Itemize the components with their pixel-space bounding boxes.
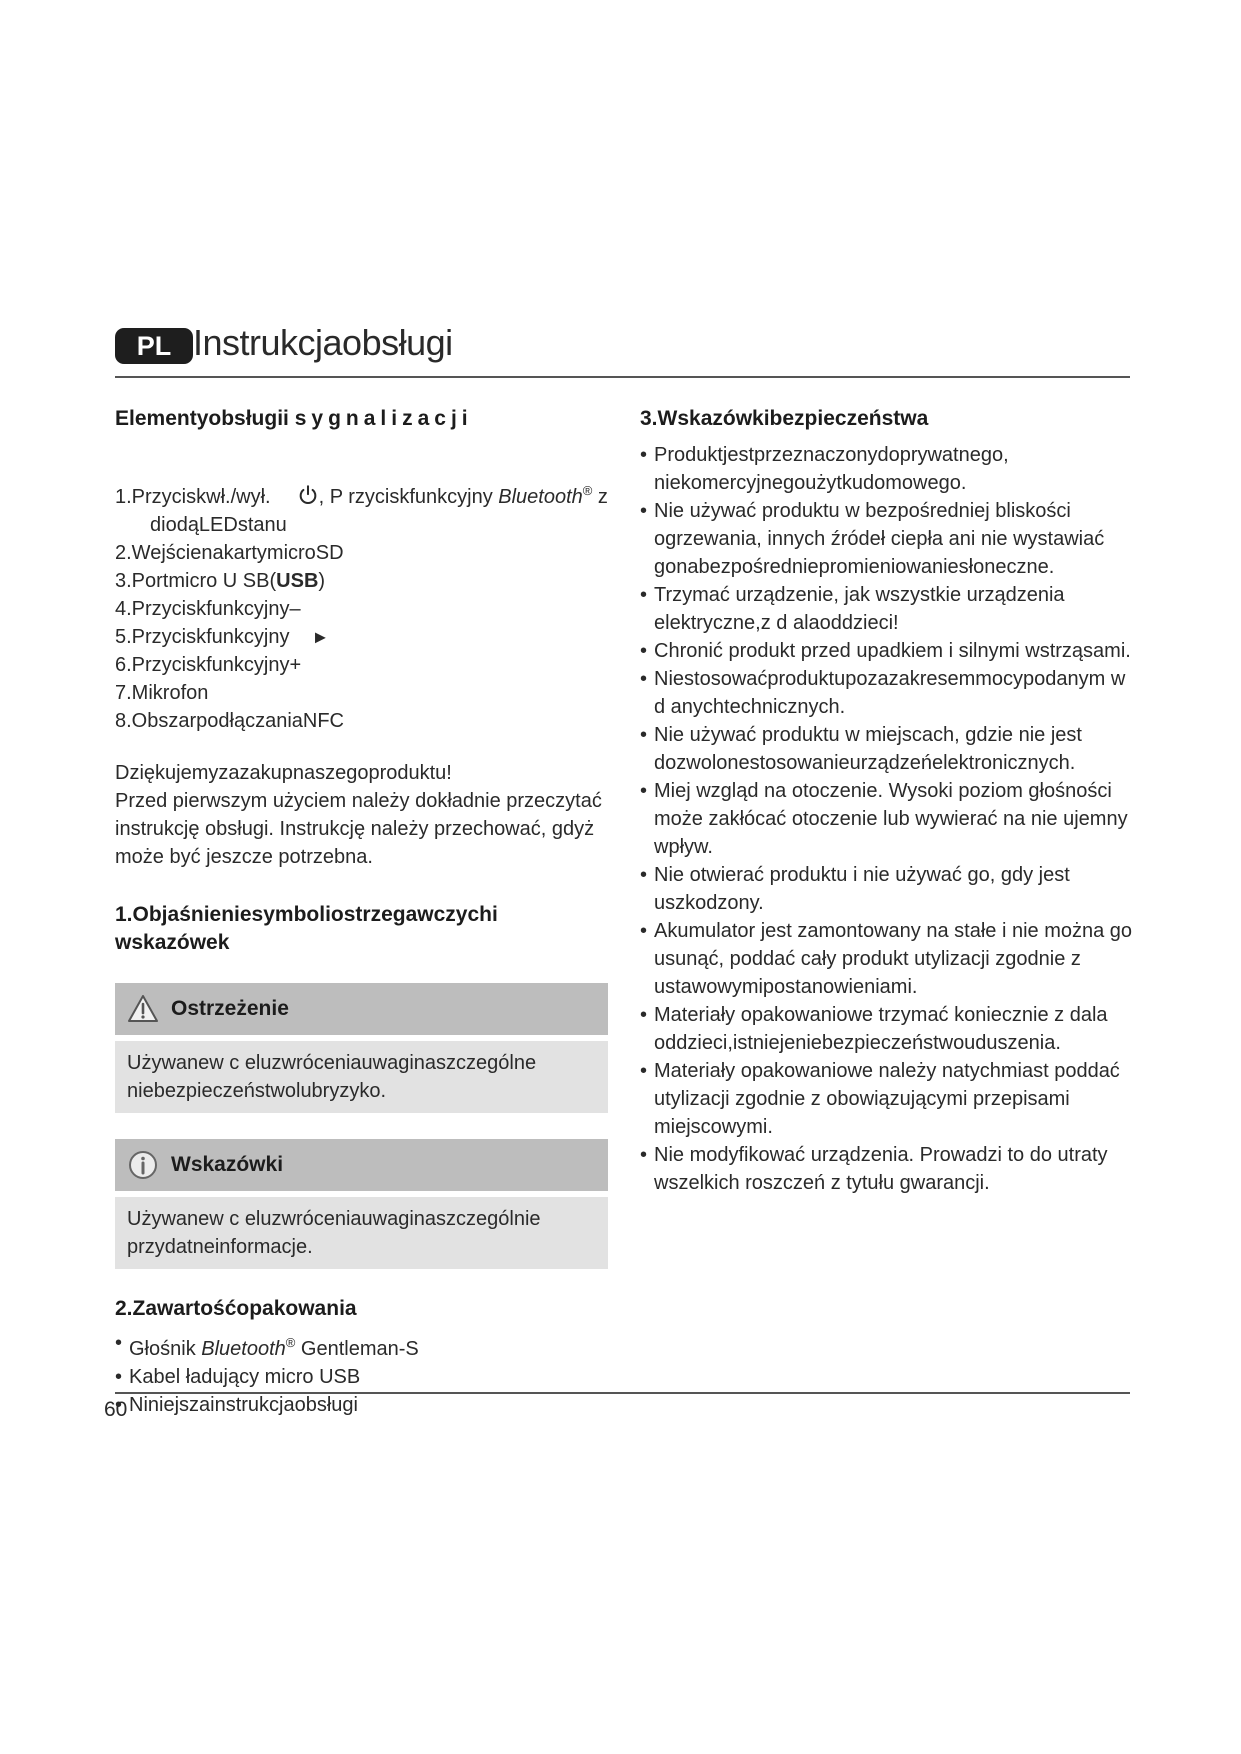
right-column <box>640 405 1140 1197</box>
list-item: • Akumulator jest zamontowany na stałe i nie można go usunąć, poddać cały produkt utylizacji zgodnie z ustawowymipostanowieniami. <box>640 917 1140 1001</box>
left-column <box>115 405 615 1419</box>
power-icon <box>297 484 319 506</box>
list-item: • Trzymać urządzenie, jak wszystkie urządzenia elektryczne,z d alaoddzieci! <box>640 581 1140 637</box>
section-2-heading: 2.Zawartośćopakowania <box>115 1297 357 1320</box>
list-item: 5.Przyciskfunkcyjny ► <box>115 626 330 648</box>
list-item: • Nie modyfikować urządzenia. Prowadzi to do utraty wszelkich roszczeń z tytułu gwarancji. <box>640 1141 1140 1197</box>
language-badge: PL <box>115 328 193 364</box>
hints-text: Używanew c eluzwróceniauwaginaszczególnie przydatneinformacje. <box>115 1197 608 1269</box>
list-item: 3.Portmicro U SB(USB) <box>115 570 326 592</box>
list-item: 8.ObszarpodłączaniaNFC <box>115 710 344 732</box>
list-item: • Chronić produkt przed upadkiem i silnymi wstrząsami. <box>640 637 1140 665</box>
list-item: • Materiały opakowaniowe trzymać koniecznie z dala oddzieci,istniejeniebezpieczeństwouduszenia. <box>640 1001 1140 1057</box>
list-item: • Nie używać produktu w miejscach, gdzie nie jest dozwolonestosowanieurządzeńelektronicznych. <box>640 721 1140 777</box>
warning-text: Używanew c eluzwróceniauwaginaszczególne niebezpieczeństwolubryzyko. <box>115 1041 608 1113</box>
document-title: Instrukcjaobsługi <box>193 322 453 363</box>
list-item: • Głośnik Bluetooth® Gentleman-S <box>115 1329 615 1363</box>
hints-label: Wskazówki <box>171 1153 284 1176</box>
list-item: • Nie używać produktu w bezpośredniej bliskości ogrzewania, innych źródeł ciepła ani nie wystawiać gonabezpośredniepromieniowaniesłoneczne. <box>640 497 1140 581</box>
warning-box <box>115 983 608 1113</box>
intro-text: Przed pierwszym użyciem należy dokładnie przeczytać instrukcję obsługi. Instrukcję należy przechować, gdyż może być jeszcze potrzebna. <box>115 790 602 868</box>
info-icon <box>127 1149 159 1181</box>
list-item: • Nie otwierać produktu i nie używać go, gdy jest uszkodzony. <box>640 861 1140 917</box>
controls-list <box>115 477 615 735</box>
page-header <box>115 322 1130 378</box>
list-item: 2.WejścienakartymicroSD <box>115 542 344 564</box>
list-item: 7.Mikrofon <box>115 682 209 704</box>
list-item: 4.Przyciskfunkcyjny– <box>115 598 301 620</box>
controls-heading: Elementyobsługii sygnalizacji <box>115 407 473 430</box>
footer-divider <box>115 1392 1130 1394</box>
list-item: • Kabel ładujący micro USB <box>115 1363 615 1391</box>
package-list <box>115 1329 615 1419</box>
list-item: 6.Przyciskfunkcyjny+ <box>115 654 302 676</box>
thanks-text: Dziękujemyzazakupnaszegoproduktu! <box>115 762 452 784</box>
list-item: • Niniejszainstrukcjaobsługi <box>115 1391 615 1419</box>
warning-icon <box>127 993 159 1025</box>
safety-list <box>640 441 1140 1197</box>
section-1-heading: 1.Objaśnieniesymboliostrzegawczychi wskazówek <box>115 903 498 954</box>
section-3-heading: 3.Wskazówkibezpieczeństwa <box>640 407 929 430</box>
play-icon: ► <box>311 627 330 647</box>
list-item: • Miej wzgląd na otoczenie. Wysoki poziom głośności może zakłócać otoczenie lub wywierać na nie ujemny wpływ. <box>640 777 1140 861</box>
list-item: • Produktjestprzeznaczonydoprywatnego, niekomercyjnegoużytkudomowego. <box>640 441 1140 497</box>
hints-box <box>115 1139 608 1269</box>
page-number: 60 <box>104 1398 128 1421</box>
warning-label: Ostrzeżenie <box>171 997 289 1020</box>
list-item: • Niestosowaćproduktupozazakresemmocypodanym w d anychtechnicznych. <box>640 665 1140 721</box>
list-item: • Materiały opakowaniowe należy natychmiast poddać utylizacji zgodnie z obowiązującymi przepisami miejscowymi. <box>640 1057 1140 1141</box>
list-item: 1.Przyciskwł./wył. , P rzyciskfunkcyjny Bluetooth® z diodąLEDstanu <box>115 483 608 536</box>
